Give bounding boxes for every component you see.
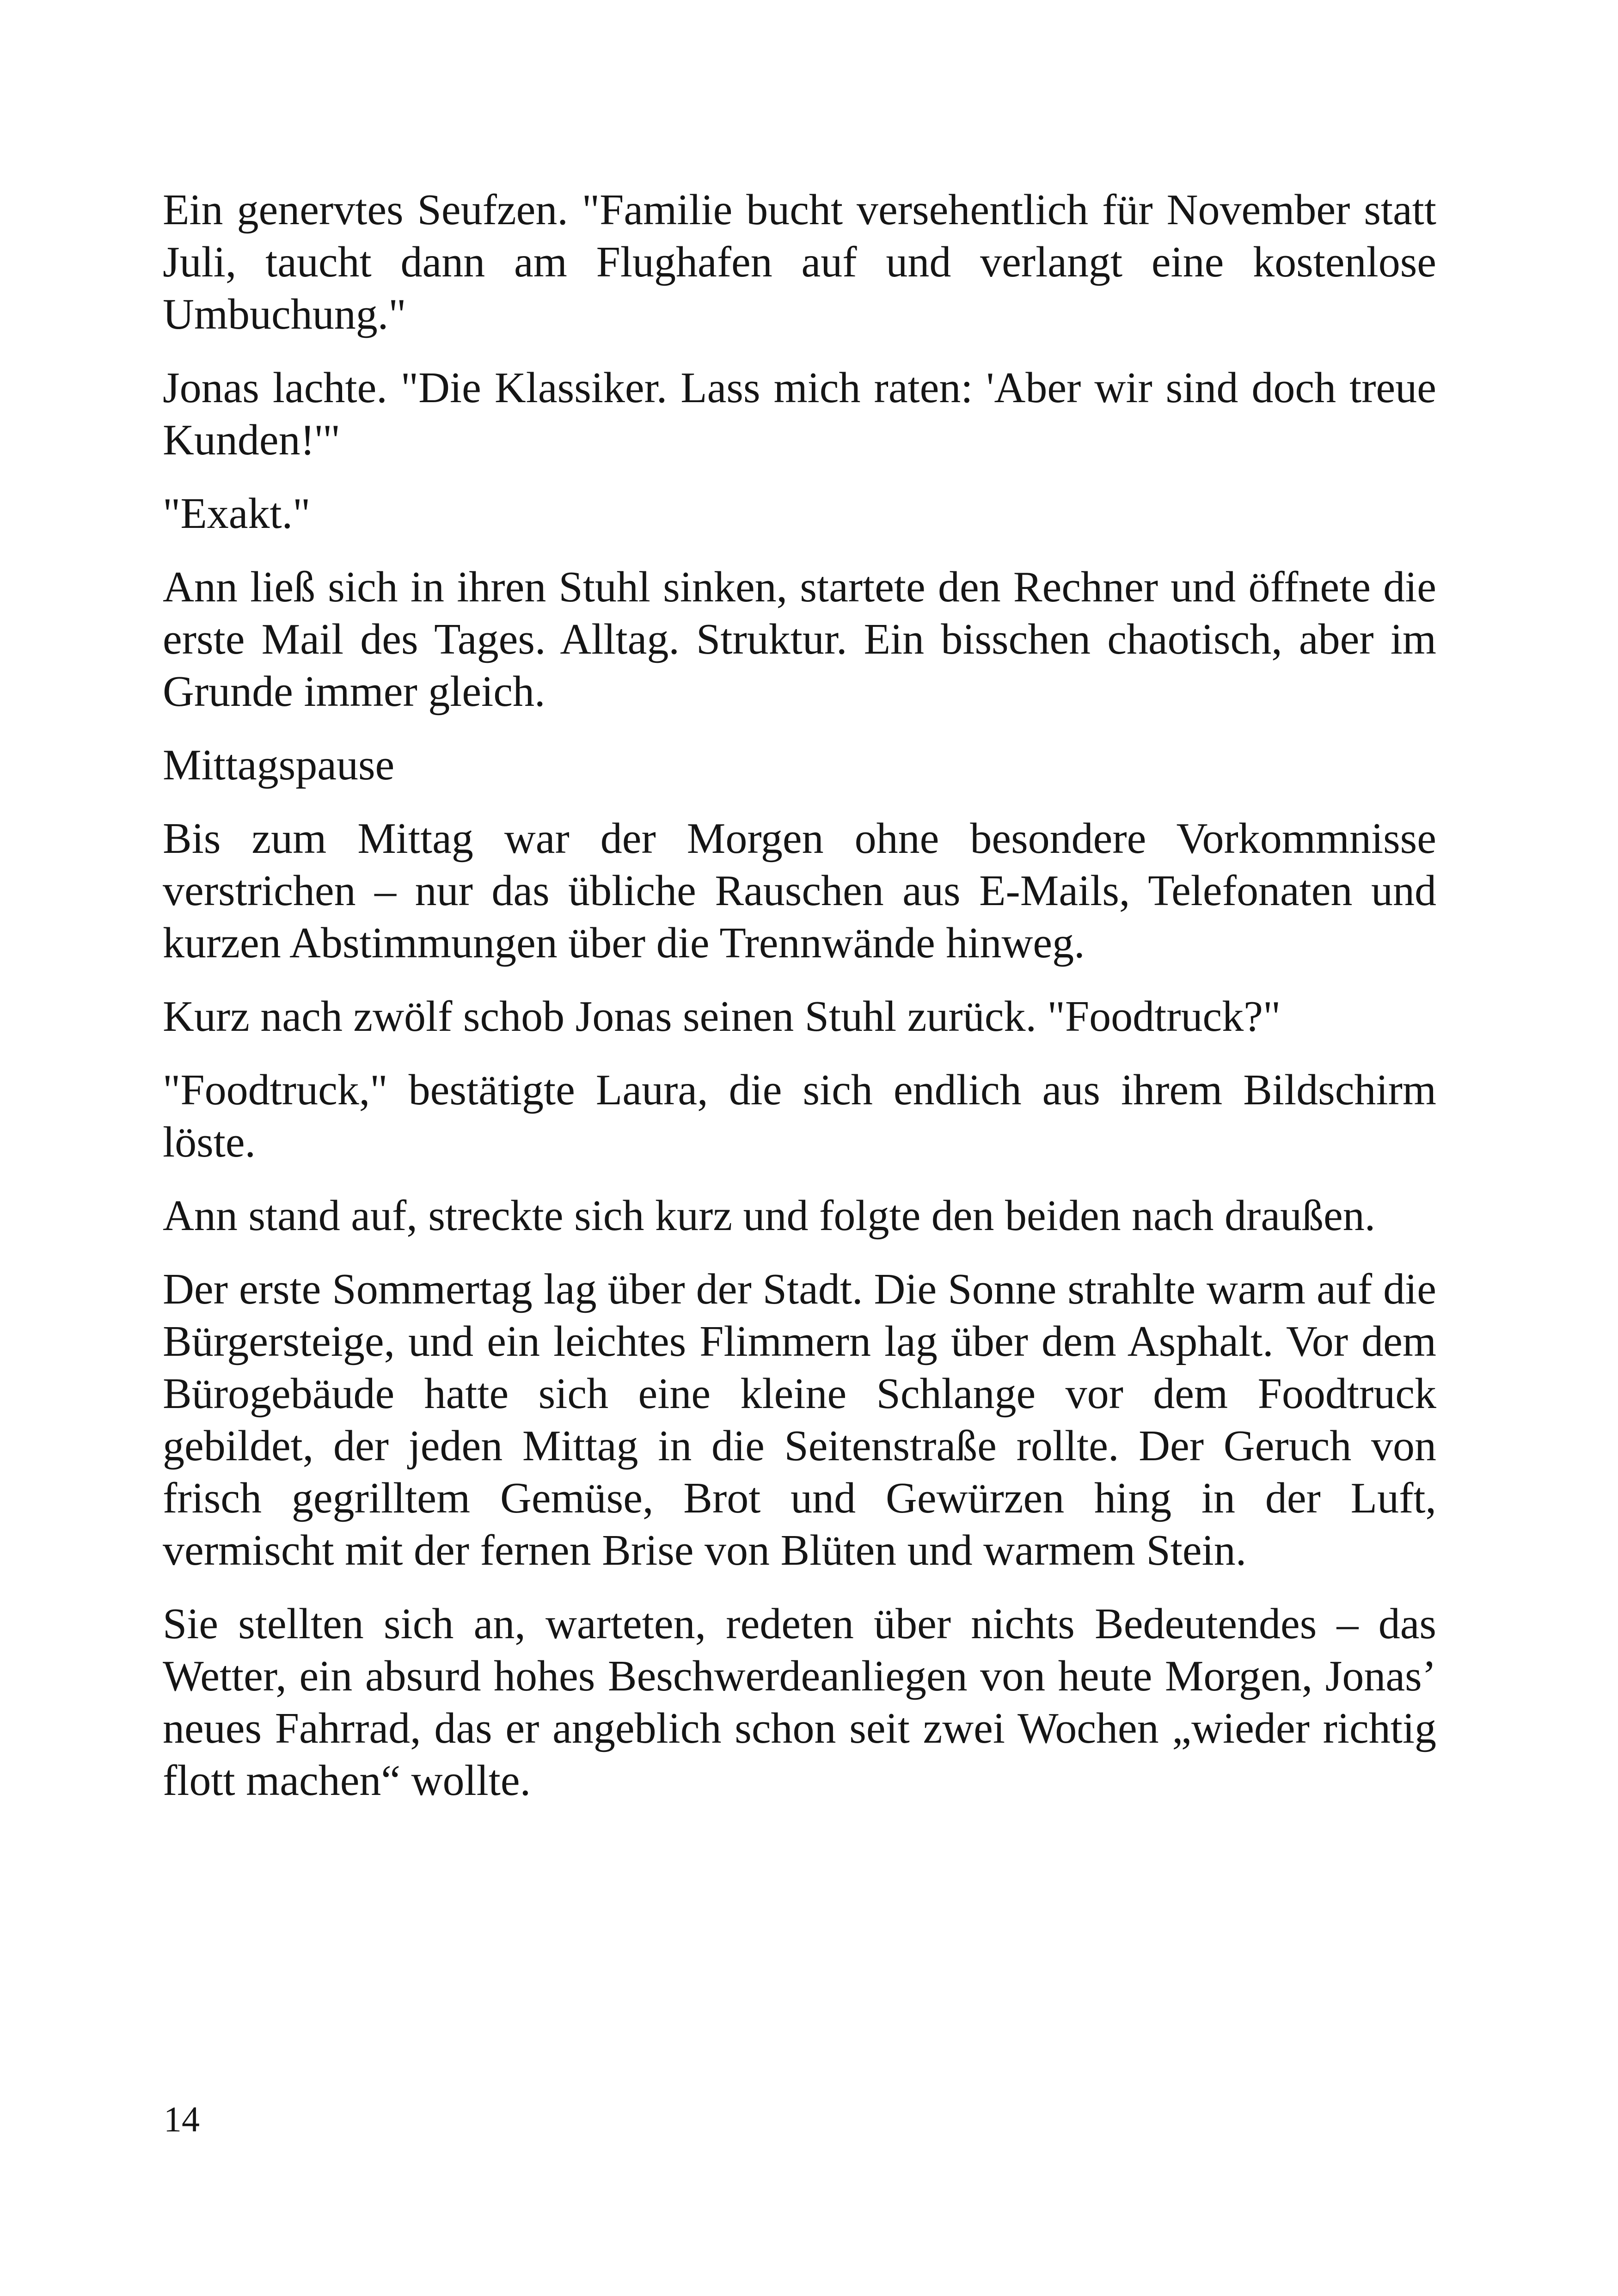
body-text — [163, 184, 1436, 1828]
paragraph: "Exakt." — [163, 490, 311, 538]
paragraph: Ann ließ sich in ihren Stuhl sinken, startete den Rechner und öffnete die erste Mail des Tages. Alltag. Struktur. Ein bisschen chaotisch, aber im Grunde immer gleich. — [163, 563, 1436, 716]
paragraph: Ann stand auf, streckte sich kurz und folgte den beiden nach draußen. — [163, 1192, 1376, 1240]
paragraph: Der erste Sommertag lag über der Stadt. Die Sonne strahlte warm auf die Bürgersteige, und ein leichtes Flimmern lag über dem Asphalt. Vor dem Bürogebäude hatte sich eine kleine Schlange vor dem Foodtruck gebildet, der jeden Mittag in die Seitenstraße rollte. Der Geruch von frisch gegrilltem Gemüse, Brot und Gewürzen hing in der Luft, vermischt mit der fernen Brise von Blüten und warmem Stein. — [163, 1265, 1436, 1574]
paragraph: Sie stellten sich an, warteten, redeten über nichts Bedeutendes – das Wetter, ein absurd hohes Beschwerdeanliegen von heute Morgen, Jonas’ neues Fahrrad, das er angeblich schon seit zwei Wochen „wieder richtig flott machen“ wollte. — [163, 1600, 1436, 1805]
paragraph: Kurz nach zwölf schob Jonas seinen Stuhl zurück. "Foodtruck?" — [163, 992, 1281, 1041]
paragraph: "Foodtruck," bestätigte Laura, die sich endlich aus ihrem Bildschirm löste. — [163, 1066, 1436, 1166]
paragraph: Jonas lachte. "Die Klassiker. Lass mich raten: 'Aber wir sind doch treue Kunden!'" — [163, 364, 1436, 464]
paragraph: Ein genervtes Seufzen. "Familie bucht versehentlich für November statt Juli, taucht dann am Flughafen auf und verlangt eine kostenlose Umbuchung." — [163, 186, 1436, 338]
section-heading: Mittagspause — [163, 741, 395, 789]
page-number: 14 — [164, 2099, 200, 2139]
paragraph: Bis zum Mittag war der Morgen ohne besondere Vorkommnisse verstrichen – nur das übliche Rauschen aus E-Mails, Telefonaten und kurzen Abstimmungen über die Trennwände hinweg. — [163, 814, 1436, 967]
